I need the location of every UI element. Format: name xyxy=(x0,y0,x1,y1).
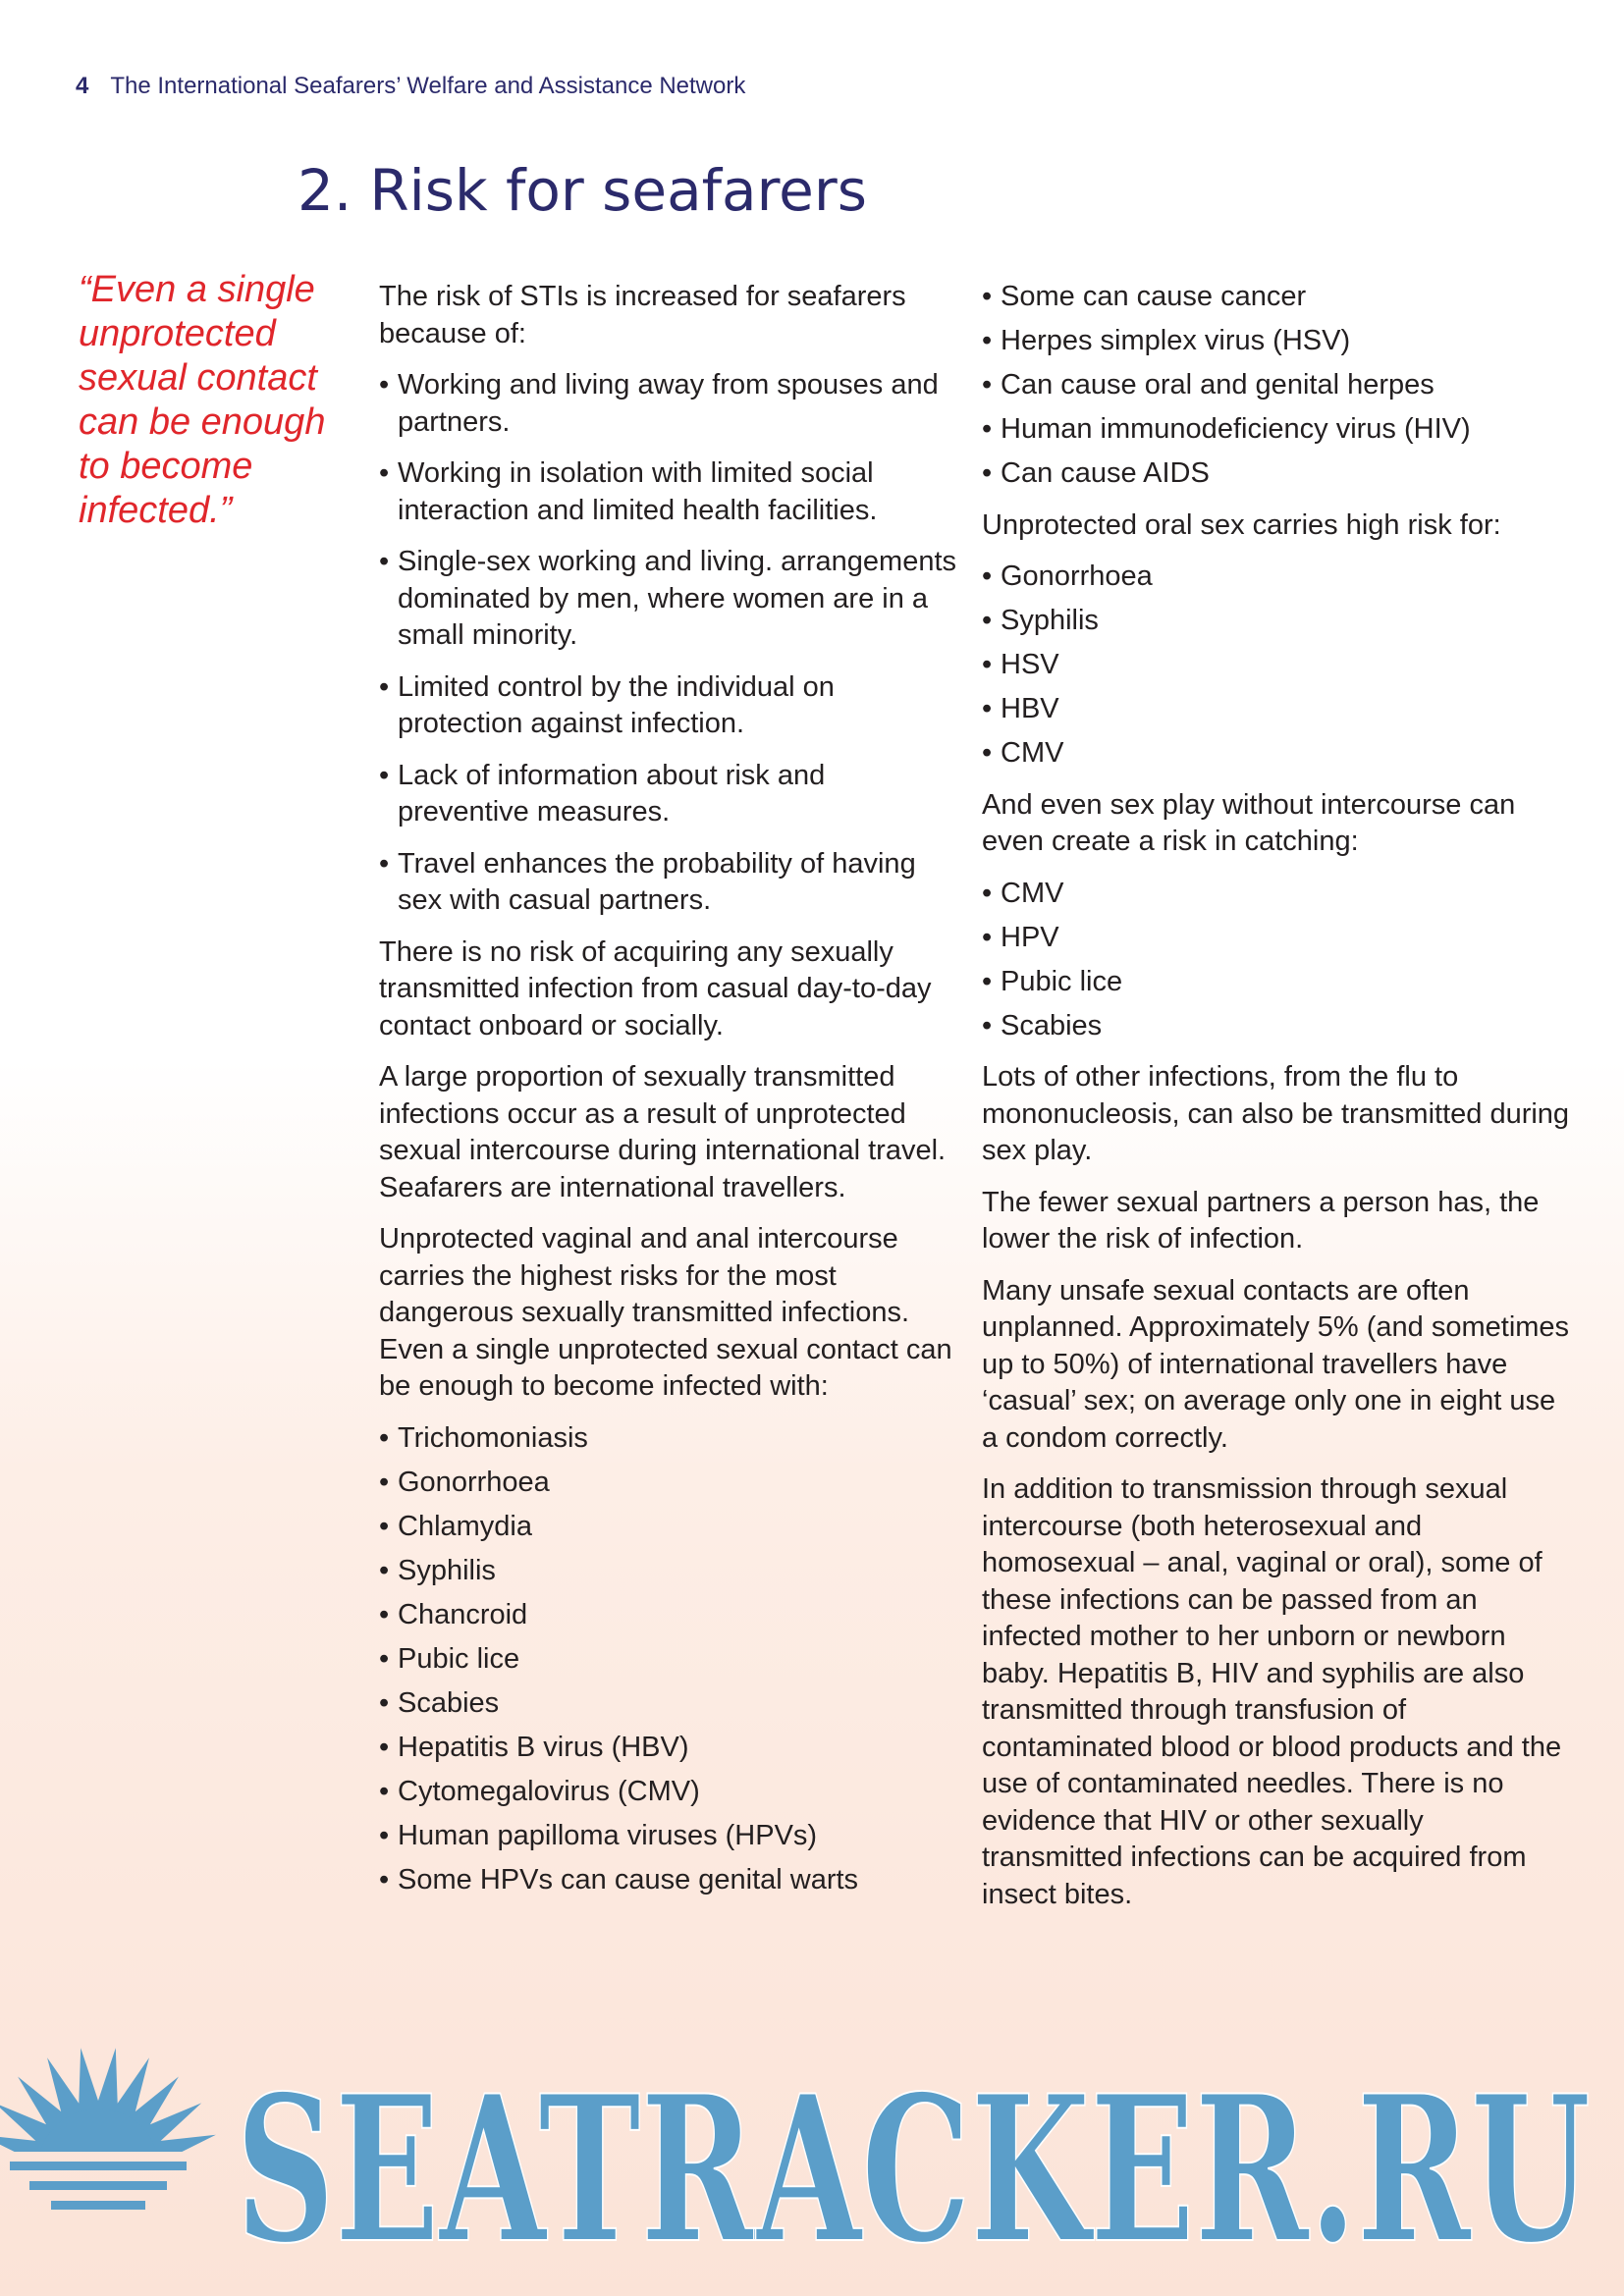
infection-list xyxy=(379,1420,958,1899)
list-item: • Limited control by the individual on protection against infection. xyxy=(379,669,958,743)
sex-play-risk-list xyxy=(982,876,1571,1045)
list-item: • Syphilis xyxy=(379,1553,958,1590)
transmission-paragraph: In addition to transmission through sexual intercourse (both heterosexual and homosexual – anal, vaginal or oral), some of these infections can be passed from an infected mother to her unborn or newborn baby. Hepatitis B, HIV and syphilis are also transmitted through transfusion of contaminated blood or blood products and the use of contaminated needles. There is no evidence that HIV or other sexually transmitted infections can be acquired from insect bites. xyxy=(982,1473,1562,1910)
list-item: • Can cause AIDS xyxy=(982,455,1571,493)
list-item: • Herpes simplex virus (HSV) xyxy=(982,323,1571,360)
list-item: • HPV xyxy=(982,920,1571,957)
list-item: • Travel enhances the probability of having sex with casual partners. xyxy=(379,846,958,920)
unsafe-contacts-paragraph: Many unsafe sexual contacts are often unplanned. Approximately 5% (and sometimes up to 50%) of international travellers have ‘casual’ sex; on average only one in eight use a condom correctly. xyxy=(982,1274,1570,1454)
other-infections-paragraph: Lots of other infections, from the flu to mononucleosis, can also be transmitted during sex play. xyxy=(982,1061,1570,1166)
no-risk-paragraph: There is no risk of acquiring any sexually transmitted infection from casual day-to-day contact onboard or socially. xyxy=(379,935,932,1041)
watermark-banner xyxy=(0,2042,1624,2296)
section-title xyxy=(298,149,867,232)
list-item: • Cytomegalovirus (CMV) xyxy=(379,1774,958,1811)
list-item: • Can cause oral and genital herpes xyxy=(982,367,1571,404)
list-item: • HSV xyxy=(982,647,1571,684)
list-item: • CMV xyxy=(982,735,1571,773)
unprotected-paragraph: Unprotected vaginal and anal intercourse carries the highest risks for the most dangerous sexually transmitted infections. Even a single unprotected sexual contact can be enough to become infected with: xyxy=(379,1223,952,1402)
sun-logo-icon xyxy=(0,2048,221,2290)
infection-list-continued xyxy=(982,279,1571,493)
page-number: 4 xyxy=(76,73,89,99)
list-item: • Working and living away from spouses and partners. xyxy=(379,367,958,441)
watermark-text: SEATRACKER.RU xyxy=(236,2053,1591,2288)
list-item: • Working in isolation with limited social interaction and limited health facilities. xyxy=(379,455,958,529)
list-item: • Gonorrhoea xyxy=(982,559,1571,596)
list-item: • Human papilloma viruses (HPVs) xyxy=(379,1818,958,1855)
oral-risk-list xyxy=(982,559,1571,773)
list-item: • Chlamydia xyxy=(379,1509,958,1546)
list-item: • Pubic lice xyxy=(379,1641,958,1679)
list-item: • CMV xyxy=(982,876,1571,913)
list-item: • Gonorrhoea xyxy=(379,1465,958,1502)
list-item: • Human immunodeficiency virus (HIV) xyxy=(982,411,1571,449)
column-left xyxy=(379,279,958,1913)
column-right xyxy=(982,279,1571,1928)
list-item: • Single-sex working and living. arrangements dominated by men, where women are in a small minority. xyxy=(379,544,958,655)
fewer-partners-paragraph: The fewer sexual partners a person has, the lower the risk of infection. xyxy=(982,1186,1540,1255)
running-header xyxy=(76,73,745,100)
travel-paragraph: A large proportion of sexually transmitted infections occur as a result of unprotected sexual intercourse during international travel. Seafarers are international travellers. xyxy=(379,1061,947,1203)
pull-quote: “Even a single unprotected sexual contact can be enough to become infected.” xyxy=(79,269,326,531)
list-item: • HBV xyxy=(982,691,1571,728)
running-title: The International Seafarers’ Welfare and Assistance Network xyxy=(110,73,746,99)
list-item: • Lack of information about risk and preventive measures. xyxy=(379,758,958,831)
list-item: • Chancroid xyxy=(379,1597,958,1634)
list-item: • Pubic lice xyxy=(982,964,1571,1001)
list-item: • Some can cause cancer xyxy=(982,279,1571,316)
sex-play-paragraph: And even sex play without intercourse can even create a risk in catching: xyxy=(982,788,1516,857)
list-item: • Scabies xyxy=(379,1685,958,1723)
section-number: 2. xyxy=(298,157,352,224)
section-title-text: Risk for seafarers xyxy=(369,157,867,224)
intro-paragraph: The risk of STIs is increased for seafarers because of: xyxy=(379,281,906,349)
oral-sex-paragraph: Unprotected oral sex carries high risk for: xyxy=(982,508,1501,541)
list-item: • Hepatitis B virus (HBV) xyxy=(379,1730,958,1767)
list-item: • Trichomoniasis xyxy=(379,1420,958,1458)
risk-factor-list xyxy=(379,367,958,920)
list-item: • Scabies xyxy=(982,1008,1571,1045)
list-item: • Some HPVs can cause genital warts xyxy=(379,1862,958,1899)
list-item: • Syphilis xyxy=(982,603,1571,640)
